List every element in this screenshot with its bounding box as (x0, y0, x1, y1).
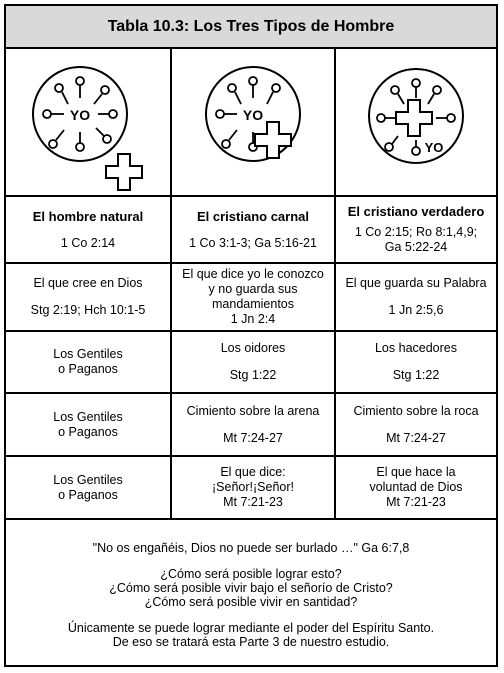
table-cell (172, 264, 334, 330)
cell-text: Los Gentiles (53, 472, 123, 487)
cell-text: El que guarda su Palabra (345, 276, 487, 290)
scripture-ref: Mt 7:21-23 (386, 495, 446, 509)
table-cell (6, 457, 170, 518)
scripture-ref: Stg 1:22 (392, 368, 440, 382)
table-cell (336, 332, 496, 392)
cell-text: o Paganos (58, 487, 118, 502)
scripture-ref: Mt 7:21-23 (223, 495, 283, 509)
question-text: ¿Cómo será posible vivir en santidad? (144, 595, 358, 609)
cell-text: Cimiento sobre la roca (353, 403, 479, 418)
three-types-table (4, 4, 498, 667)
table-cell (336, 394, 496, 455)
scripture-ref: 1 Co 2:14 (60, 235, 116, 250)
table-title: Tabla 10.3: Los Tres Tipos de Hombre (6, 6, 496, 47)
cell-text: o Paganos (58, 362, 118, 376)
quote-text: "No os engañéis, Dios no puede ser burlado …" Ga 6:7,8 (92, 541, 410, 555)
table-cell (172, 457, 334, 518)
column-name: El hombre natural (32, 208, 144, 224)
cell-text: y no guarda sus (208, 282, 298, 296)
scripture-ref: 1 Jn 2:5,6 (388, 303, 444, 317)
carnal-christian-circle-icon (183, 52, 323, 192)
natural-man-diagram (6, 49, 170, 195)
true-christian-diagram (336, 49, 496, 195)
cell-text: El que hace la (376, 465, 456, 479)
scripture-ref: Stg 2:19; Hch 10:1-5 (30, 303, 146, 317)
scripture-ref: Stg 1:22 (229, 368, 277, 382)
scripture-ref: Mt 7:24-27 (386, 430, 446, 445)
answer-text: Únicamente se puede lograr mediante el poder del Espíritu Santo. (67, 621, 435, 635)
natural-man-name-cell (6, 197, 170, 262)
table-cell (6, 264, 170, 330)
question-text: ¿Cómo será posible vivir bajo el señorío de Cristo? (109, 581, 393, 595)
carnal-christian-name-cell (172, 197, 334, 262)
true-christian-name-cell (336, 197, 496, 262)
cell-text: El que cree en Dios (33, 276, 143, 290)
svg-text:YO: YO (424, 140, 444, 155)
cell-text: Los oidores (220, 341, 286, 355)
cell-text: Los Gentiles (53, 347, 123, 361)
scripture-ref: 1 Co 2:15; Ro 8:1,4,9; (354, 225, 478, 239)
cell-text: El que dice yo le conozco (182, 267, 324, 281)
scripture-ref: Mt 7:24-27 (223, 430, 283, 445)
cell-text: El que dice: (220, 465, 286, 479)
cell-text: Los Gentiles (53, 409, 123, 424)
table-cell (336, 264, 496, 330)
column-name: El cristiano carnal (197, 208, 309, 224)
table-cell (336, 457, 496, 518)
scripture-ref: Ga 5:22-24 (384, 240, 448, 254)
column-name: El cristiano verdadero (347, 204, 485, 219)
table-cell (172, 394, 334, 455)
cell-text: o Paganos (58, 424, 118, 439)
carnal-christian-diagram (172, 49, 334, 195)
answer-text: De eso se tratará esta Parte 3 de nuestro estudio. (112, 635, 390, 649)
svg-text:YO: YO (69, 107, 91, 123)
scripture-ref: 1 Co 3:1-3; Ga 5:16-21 (189, 235, 317, 250)
question-text: ¿Cómo será posible lograr esto? (160, 567, 342, 581)
cell-text: mandamientos (212, 297, 294, 311)
scripture-ref: 1 Jn 2:4 (230, 312, 276, 326)
svg-text:YO: YO (242, 107, 264, 123)
cell-text: ¡Señor!¡Señor! (212, 480, 294, 494)
cell-text: Cimiento sobre la arena (186, 403, 320, 418)
cell-text: Los hacedores (374, 341, 457, 355)
true-christian-circle-icon (346, 52, 486, 192)
natural-man-circle-icon (18, 52, 158, 192)
table-cell (6, 394, 170, 455)
table-cell (172, 332, 334, 392)
cell-text: voluntad de Dios (369, 480, 463, 494)
table-cell (6, 332, 170, 392)
footer-note (6, 519, 496, 667)
